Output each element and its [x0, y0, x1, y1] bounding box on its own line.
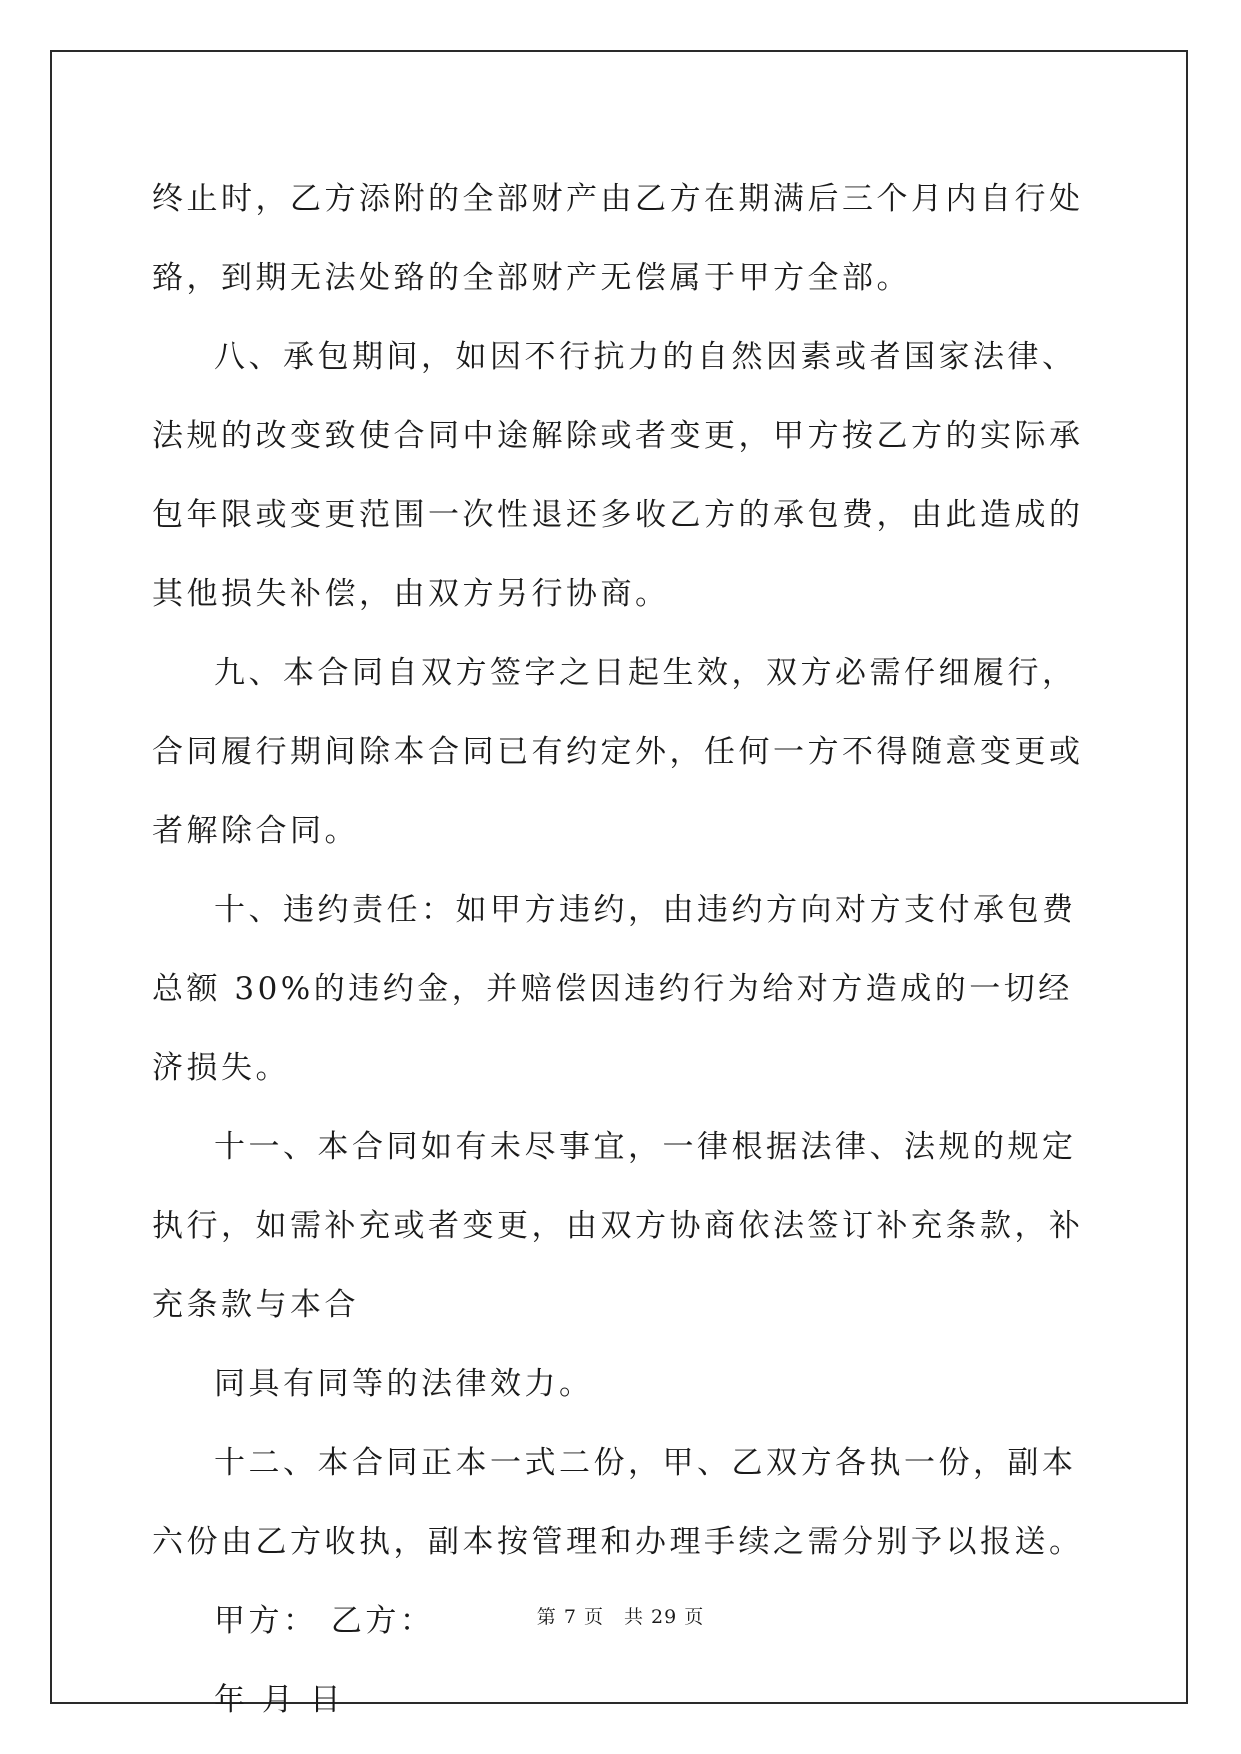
- paragraph-article-11-continued: 同具有同等的法律效力。: [214, 1366, 594, 1402]
- paragraph-article-10: 十、违约责任：如甲方违约，由违约方向对方支付承包费总额 30%的违约金，并赔偿因违约行为给对方造成的一切经济损失。: [152, 892, 1077, 1086]
- paragraph-continuation: 终止时，乙方添附的全部财产由乙方在期满后三个月内自行处臵，到期无法处臵的全部财产无偿属于甲方全部。: [152, 181, 1084, 296]
- page-number-footer: 第 7 页 共 29 页: [536, 1606, 705, 1628]
- paragraph-article-8: 八、承包期间，如因不行抗力的自然因素或者国家法律、法规的改变致使合同中途解除或者变更，甲方按乙方的实际承包年限或变更范围一次性退还多收乙方的承包费，由此造成的其他损失补偿，由双方另行协商。: [152, 339, 1084, 612]
- document-body: [152, 160, 1092, 1740]
- paragraph-article-11: 十一、本合同如有未尽事宜，一律根据法律、法规的规定执行，如需补充或者变更，由双方协商依法签订补充条款，补充条款与本合: [152, 1129, 1084, 1323]
- signature-parties: 甲方： 乙方：: [214, 1603, 435, 1639]
- signature-date: 年 月 日: [214, 1682, 345, 1718]
- paragraph-article-9: 九、本合同自双方签字之日起生效，双方必需仔细履行，合同履行期间除本合同已有约定外，任何一方不得随意变更或者解除合同。: [152, 655, 1084, 849]
- paragraph-article-12: 十二、本合同正本一式二份，甲、乙双方各执一份，副本六份由乙方收执，副本按管理和办理手续之需分别予以报送。: [152, 1445, 1084, 1560]
